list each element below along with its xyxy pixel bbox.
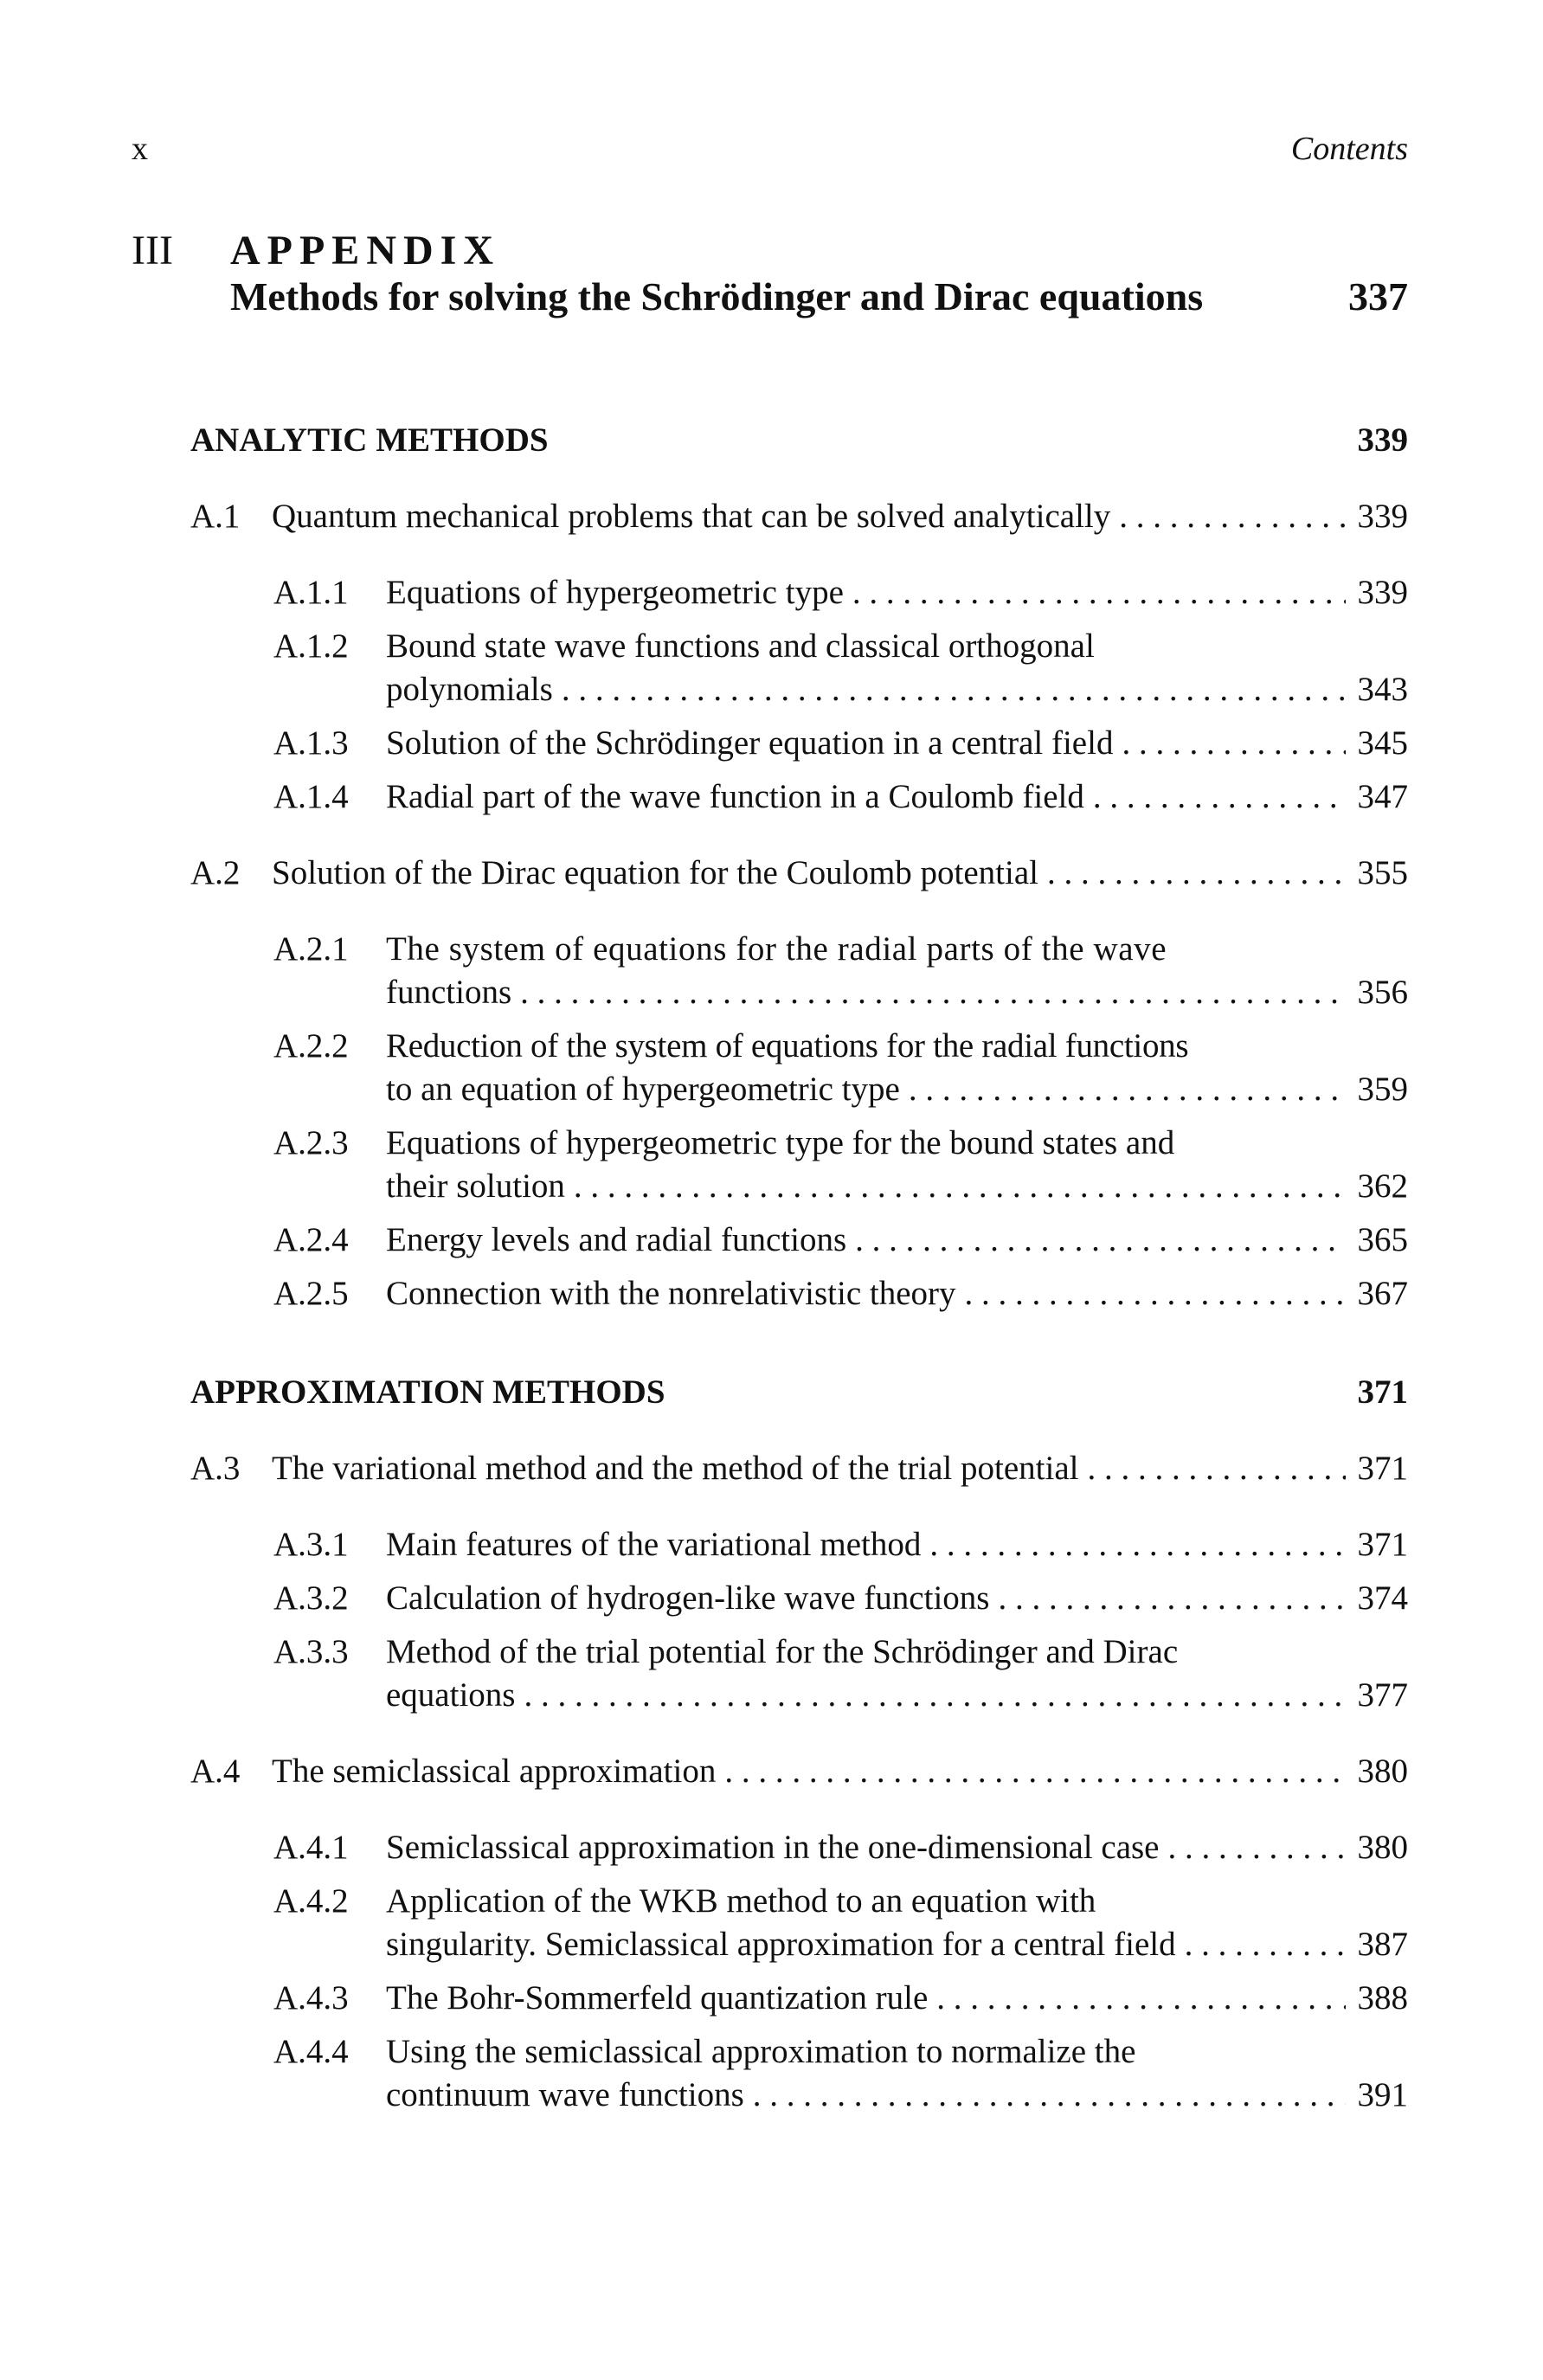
toc-entry-a4[interactable] (190, 1750, 1408, 1793)
entry-title: Radial part of the wave function in a Coulomb field (386, 778, 1093, 815)
toc-entry-a4-3[interactable] (273, 1977, 1408, 2020)
entry-page-number: 365 (1357, 1221, 1408, 1258)
toc-entry-a1-2[interactable] (273, 625, 1408, 711)
toc-entry-a2[interactable] (190, 852, 1408, 895)
entry-number: A.4 (190, 1753, 241, 1790)
entry-title: Solution of the Schrödinger equation in a central field (386, 724, 1122, 762)
entry-title-line1: The system of equations for the radial parts of the wave (386, 930, 1167, 968)
entry-page-number: 345 (1357, 724, 1408, 762)
toc-entry-a1-3[interactable] (273, 722, 1408, 765)
entry-title-line1: Method of the trial potential for the Schrödinger and Dirac (386, 1633, 1179, 1670)
toc-entry-a4-4[interactable] (273, 2030, 1408, 2117)
entry-title: The variational method and the method of the trial potential (272, 1450, 1087, 1487)
entry-number: A.2.5 (273, 1275, 349, 1312)
entry-page-number: 339 (1357, 574, 1408, 611)
entry-page-number: 380 (1357, 1753, 1408, 1790)
part-subtitle: Methods for solving the Schrödinger and Dirac equations (230, 274, 1204, 318)
entry-title: Connection with the nonrelativistic theory (386, 1275, 965, 1312)
toc-entry-a2-2[interactable] (273, 1025, 1408, 1111)
section-title: APPROXIMATION METHODS (190, 1373, 665, 1411)
section-heading-approximation (190, 1371, 1408, 1414)
entry-title-line1: Reduction of the system of equations for the radial functions (386, 1027, 1189, 1065)
toc-entry-a2-4[interactable] (273, 1219, 1408, 1262)
entry-number: A.3.3 (273, 1633, 349, 1670)
entry-title: Main features of the variational method (386, 1526, 929, 1563)
entry-title-line2: continuum wave functions (386, 2076, 753, 2113)
entry-title: Semiclassical approximation in the one-dimensional case (386, 1829, 1168, 1866)
entry-page-number: 374 (1357, 1579, 1408, 1617)
part-page-number: 337 (1348, 274, 1408, 318)
entry-title: Solution of the Dirac equation for the Coulomb potential (272, 854, 1047, 891)
toc-entry-a2-5[interactable] (273, 1272, 1408, 1315)
entry-title: The semiclassical approximation (272, 1753, 724, 1790)
toc-entry-a3-2[interactable] (273, 1577, 1408, 1620)
part-label: APPENDIX (230, 228, 500, 273)
entry-page-number: 356 (1357, 974, 1408, 1011)
entry-title-line2: equations (386, 1676, 524, 1714)
section-heading-analytic (190, 419, 1408, 462)
entry-title-line1: Application of the WKB method to an equation with (386, 1882, 1096, 1920)
entry-title-line1: Bound state wave functions and classical orthogonal (386, 627, 1095, 665)
entry-number: A.3 (190, 1450, 241, 1487)
entry-title: The Bohr-Sommerfeld quantization rule (386, 1979, 936, 2017)
entry-title-line1: Using the semiclassical approximation to normalize the (386, 2033, 1136, 2070)
section-title: ANALYTIC METHODS (190, 421, 549, 459)
toc-entry-a2-3[interactable] (273, 1122, 1408, 1208)
entry-title-line2: singularity. Semiclassical approximation for a central field (386, 1926, 1185, 1963)
entry-page-number: 391 (1357, 2076, 1408, 2113)
entry-number: A.2.4 (273, 1221, 349, 1258)
entry-number: A.1.1 (273, 574, 349, 611)
toc-entry-a3-3[interactable] (273, 1631, 1408, 1717)
entry-number: A.2.1 (273, 930, 349, 968)
entry-number: A.1.3 (273, 724, 349, 762)
toc-entry-a4-1[interactable] (273, 1826, 1408, 1869)
entry-page-number: 388 (1357, 1979, 1408, 2017)
entry-number: A.2 (190, 854, 241, 891)
entry-title-line2: functions (386, 974, 520, 1011)
entry-page-number: 387 (1357, 1926, 1408, 1963)
section-page-number: 371 (1357, 1373, 1408, 1411)
entry-title-line2: their solution (386, 1167, 574, 1205)
entry-page-number: 343 (1357, 671, 1408, 708)
entry-number: A.3.1 (273, 1526, 349, 1563)
entry-title: Calculation of hydrogen-like wave functions (386, 1579, 998, 1617)
toc-entry-a3-1[interactable] (273, 1523, 1408, 1566)
toc-entry-a1[interactable] (190, 495, 1408, 538)
entry-page-number: 377 (1357, 1676, 1408, 1714)
entry-page-number: 367 (1357, 1275, 1408, 1312)
running-head (132, 130, 1408, 173)
entry-page-number: 371 (1357, 1450, 1408, 1487)
entry-page-number: 371 (1357, 1526, 1408, 1563)
toc-entry-a1-4[interactable] (273, 775, 1408, 819)
entry-title-line1: Equations of hypergeometric type for the bound states and (386, 1124, 1175, 1161)
entry-number: A.1 (190, 498, 241, 535)
entry-number: A.4.3 (273, 1979, 349, 2017)
entry-number: A.3.2 (273, 1579, 349, 1617)
entry-number: A.1.2 (273, 627, 349, 665)
toc-entry-a2-1[interactable] (273, 928, 1408, 1014)
entry-title: Quantum mechanical problems that can be solved analytically (272, 498, 1119, 535)
running-head-title: Contents (1290, 131, 1408, 167)
entry-page-number: 347 (1357, 778, 1408, 815)
entry-page-number: 362 (1357, 1167, 1408, 1205)
section-page-number: 339 (1357, 421, 1408, 459)
entry-page-number: 355 (1357, 854, 1408, 891)
entry-title: Equations of hypergeometric type (386, 574, 852, 611)
toc-entry-a3[interactable] (190, 1447, 1408, 1490)
entry-number: A.2.3 (273, 1124, 349, 1161)
entry-page-number: 359 (1357, 1071, 1408, 1108)
toc-entry-a4-2[interactable] (273, 1880, 1408, 1966)
entry-number: A.2.2 (273, 1027, 349, 1065)
entry-number: A.4.1 (273, 1829, 349, 1866)
part-number: III (132, 228, 173, 273)
page-folio: x (132, 131, 148, 167)
entry-title-line2: polynomials (386, 671, 562, 708)
entry-number: A.1.4 (273, 778, 349, 815)
toc-entry-a1-1[interactable] (273, 571, 1408, 614)
entry-title: Energy levels and radial functions (386, 1221, 855, 1258)
entry-number: A.4.2 (273, 1882, 349, 1920)
entry-title-line2: to an equation of hypergeometric type (386, 1071, 909, 1108)
entry-number: A.4.4 (273, 2033, 349, 2070)
entry-page-number: 339 (1357, 498, 1408, 535)
entry-page-number: 380 (1357, 1829, 1408, 1866)
